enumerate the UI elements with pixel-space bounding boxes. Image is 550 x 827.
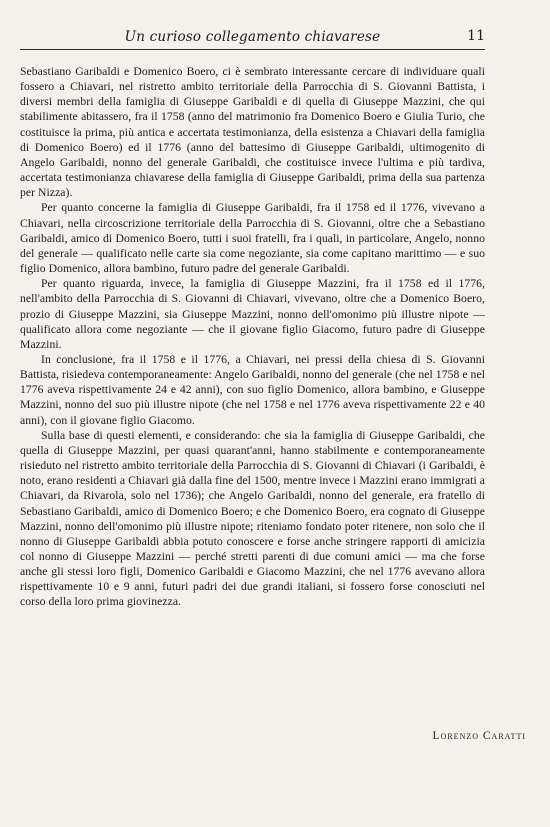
article-body [20, 64, 485, 610]
running-title: Un curioso collegamento chiavarese [124, 29, 381, 45]
paragraph: Sebastiano Garibaldi e Domenico Boero, ci è sembrato interessante cercare di individuare quali fossero a Chiavari, nel ristretto ambito territoriale della Parrocchia di S. Giovanni Battista, i diversi membri della famiglia di Giuseppe Garibaldi e di quella di Giuseppe Mazzini, che qui stabilimente abitassero, fra il 1758 (anno del matrimonio fra Domenico Boero e Giulia Turio, che costituisce la prima, più antica e accertata testimonianza, della esistenza a Chiavari della famiglia di Domenico Boero) ed il 1776 (anno del battesimo di Giuseppe Garibaldi, ultimogenito di Angelo Garibaldi, nonno del generale Garibaldi, che costituisce invece l'ultima e più tardiva, accertata testimonianza chiavarese della famiglia di Giuseppe Garibaldi, prima della sua partenza per Nizza). [20, 65, 485, 200]
paragraph: Sulla base di questi elementi, e considerando: che sia la famiglia di Giuseppe Garibaldi, che quella di Giuseppe Mazzini, per quasi quarant'anni, hanno stabilmente e contemporaneamente risieduto nel ristretto ambito territoriale della Parrocchia di S. Giovanni di Chiavari (i Garibaldi, è noto, erano residenti a Chiavari già dalla fine del 1500, mentre invece i Mazzini erano immigrati a Chiavari, da Rivarola, solo nel 1736); che Angelo Garibaldi, nonno del generale, era fratello di Sebastiano Garibaldi, amico di Domenico Boero; e che Domenico Boero, era cognato di Giuseppe Mazzini, nonno dell'omonimo più illustre nipote; riteniamo fondato poter ritenere, non solo che il nonno di Giuseppe Garibaldi abbia potuto conoscere e forse anche stringere rapporti di amicizia col nonno di Giuseppe Mazzini — perché stretti parenti di due comuni amici — ma che forse anche gli stessi loro figli, Domenico Garibaldi e Giacomo Mazzini, che nel 1776 avevano allora rispettivamente 10 e 9 anni, futuri padri dei due grandi italiani, si fossero forse conosciuti nel corso della loro prima giovinezza. [20, 428, 485, 609]
page-number: 11 [467, 28, 485, 44]
page-header [20, 27, 485, 50]
paragraph: Per quanto riguarda, invece, la famiglia di Giuseppe Mazzini, fra il 1758 ed il 1776, nell'ambito della Parrocchia di S. Giovanni di Chiavari, vivevano, oltre che a Domenico Boero, prozio di Giuseppe Mazzini, sia Giuseppe Mazzini, nonno dell'omonimo più illustre nipote — qualificato allora come negoziante — che il giovane figlio Giacomo, futuro padre di Giuseppe Mazzini. [20, 277, 485, 351]
paragraph: Per quanto concerne la famiglia di Giuseppe Garibaldi, fra il 1758 ed il 1776, vivevano a Chiavari, nella circoscrizione territoriale della Parrocchia di S. Giovanni, oltre che a Sebastiano Garibaldi, amico di Domenico Boero, tutti i suoi fratelli, fra i quali, in particolare, Angelo, nonno del generale — qualificato nelle carte sia come negoziante, sia come capitano marittimo — e suo figlio Domenico, allora bambino, futuro padre del generale Garibaldi. [20, 201, 485, 276]
paragraph: In conclusione, fra il 1758 e il 1776, a Chiavari, nei pressi della chiesa di S. Giovanni Battista, risiedeva contemporaneamente: Angelo Garibaldi, nonno del generale (che nel 1758 e nel 1776 aveva rispettivamente 24 e 42 anni), con suo figlio Domenico, allora bambino, e Giuseppe Mazzini, nonno del suo più illustre nipote (che nel 1758 e nel 1776 aveva rispettivamente 22 e 40 anni), con il giovane figlio Giacomo. [20, 352, 485, 427]
author-signature: Lorenzo Caratti [432, 730, 526, 742]
